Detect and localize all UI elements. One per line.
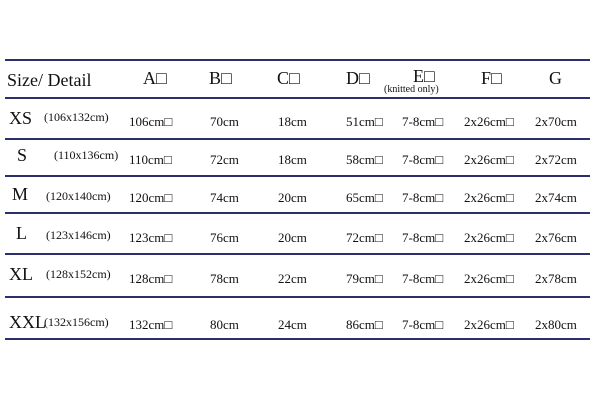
cell-d: 65cm□ [346,190,383,205]
cell-c: 22cm [278,271,307,286]
rule-header [5,97,590,99]
cell-f: 2x26cm□ [464,271,514,286]
row-dims: (106x132cm) [44,110,109,124]
rule-row-4 [5,253,590,255]
cell-a: 120cm□ [129,190,173,205]
cell-g: 2x70cm [535,114,577,129]
row-size: XXL [9,312,46,332]
header-col-b: B□ [209,68,232,88]
cell-e: 7-8cm□ [402,317,444,332]
header-col-e: E□ [413,66,435,86]
header-size-detail: Size/ Detail [7,70,92,90]
cell-e: 7-8cm□ [402,190,444,205]
cell-a: 128cm□ [129,271,173,286]
cell-g: 2x72cm [535,152,577,167]
cell-d: 72cm□ [346,230,383,245]
cell-d: 79cm□ [346,271,383,286]
rule-row-5 [5,296,590,298]
cell-g: 2x80cm [535,317,577,332]
cell-f: 2x26cm□ [464,114,514,129]
cell-a: 106cm□ [129,114,173,129]
cell-e: 7-8cm□ [402,230,444,245]
cell-a: 110cm□ [129,152,172,167]
cell-c: 20cm [278,190,307,205]
rule-row-2 [5,175,590,177]
rule-row-3 [5,212,590,214]
cell-b: 76cm [210,230,239,245]
row-size: XS [9,108,33,128]
row-dims: (120x140cm) [46,189,111,203]
row-size: L [16,223,27,243]
header-col-e-note: (knitted only) [384,84,439,95]
cell-b: 70cm [210,114,239,129]
cell-d: 58cm□ [346,152,383,167]
row-dims: (110x136cm) [54,148,119,162]
row-dims: (128x152cm) [46,267,111,281]
cell-c: 20cm [278,230,307,245]
header-col-g: G [549,68,562,88]
cell-d: 51cm□ [346,114,383,129]
cell-c: 18cm [278,152,307,167]
cell-f: 2x26cm□ [464,152,514,167]
cell-e: 7-8cm□ [402,271,444,286]
cell-a: 123cm□ [129,230,173,245]
header-col-a: A□ [143,68,167,88]
header-col-f: F□ [481,68,502,88]
cell-a: 132cm□ [129,317,173,332]
cell-b: 80cm [210,317,239,332]
cell-f: 2x26cm□ [464,230,514,245]
cell-g: 2x76cm [535,230,577,245]
cell-b: 72cm [210,152,239,167]
cell-g: 2x78cm [535,271,577,286]
cell-f: 2x26cm□ [464,190,514,205]
header-col-d: D□ [346,68,370,88]
cell-e: 7-8cm□ [402,152,444,167]
cell-e: 7-8cm□ [402,114,444,129]
rule-top [5,59,590,61]
row-dims: (123x146cm) [46,228,111,242]
cell-g: 2x74cm [535,190,577,205]
cell-f: 2x26cm□ [464,317,514,332]
header-col-c: C□ [277,68,300,88]
row-dims: (132x156cm) [44,315,109,329]
rule-bottom [5,338,590,340]
rule-row-1 [5,138,590,140]
cell-d: 86cm□ [346,317,383,332]
cell-b: 74cm [210,190,239,205]
cell-c: 24cm [278,317,307,332]
cell-b: 78cm [210,271,239,286]
row-size: S [17,145,28,165]
row-size: XL [9,264,33,284]
cell-c: 18cm [278,114,307,129]
row-size: M [12,184,29,204]
